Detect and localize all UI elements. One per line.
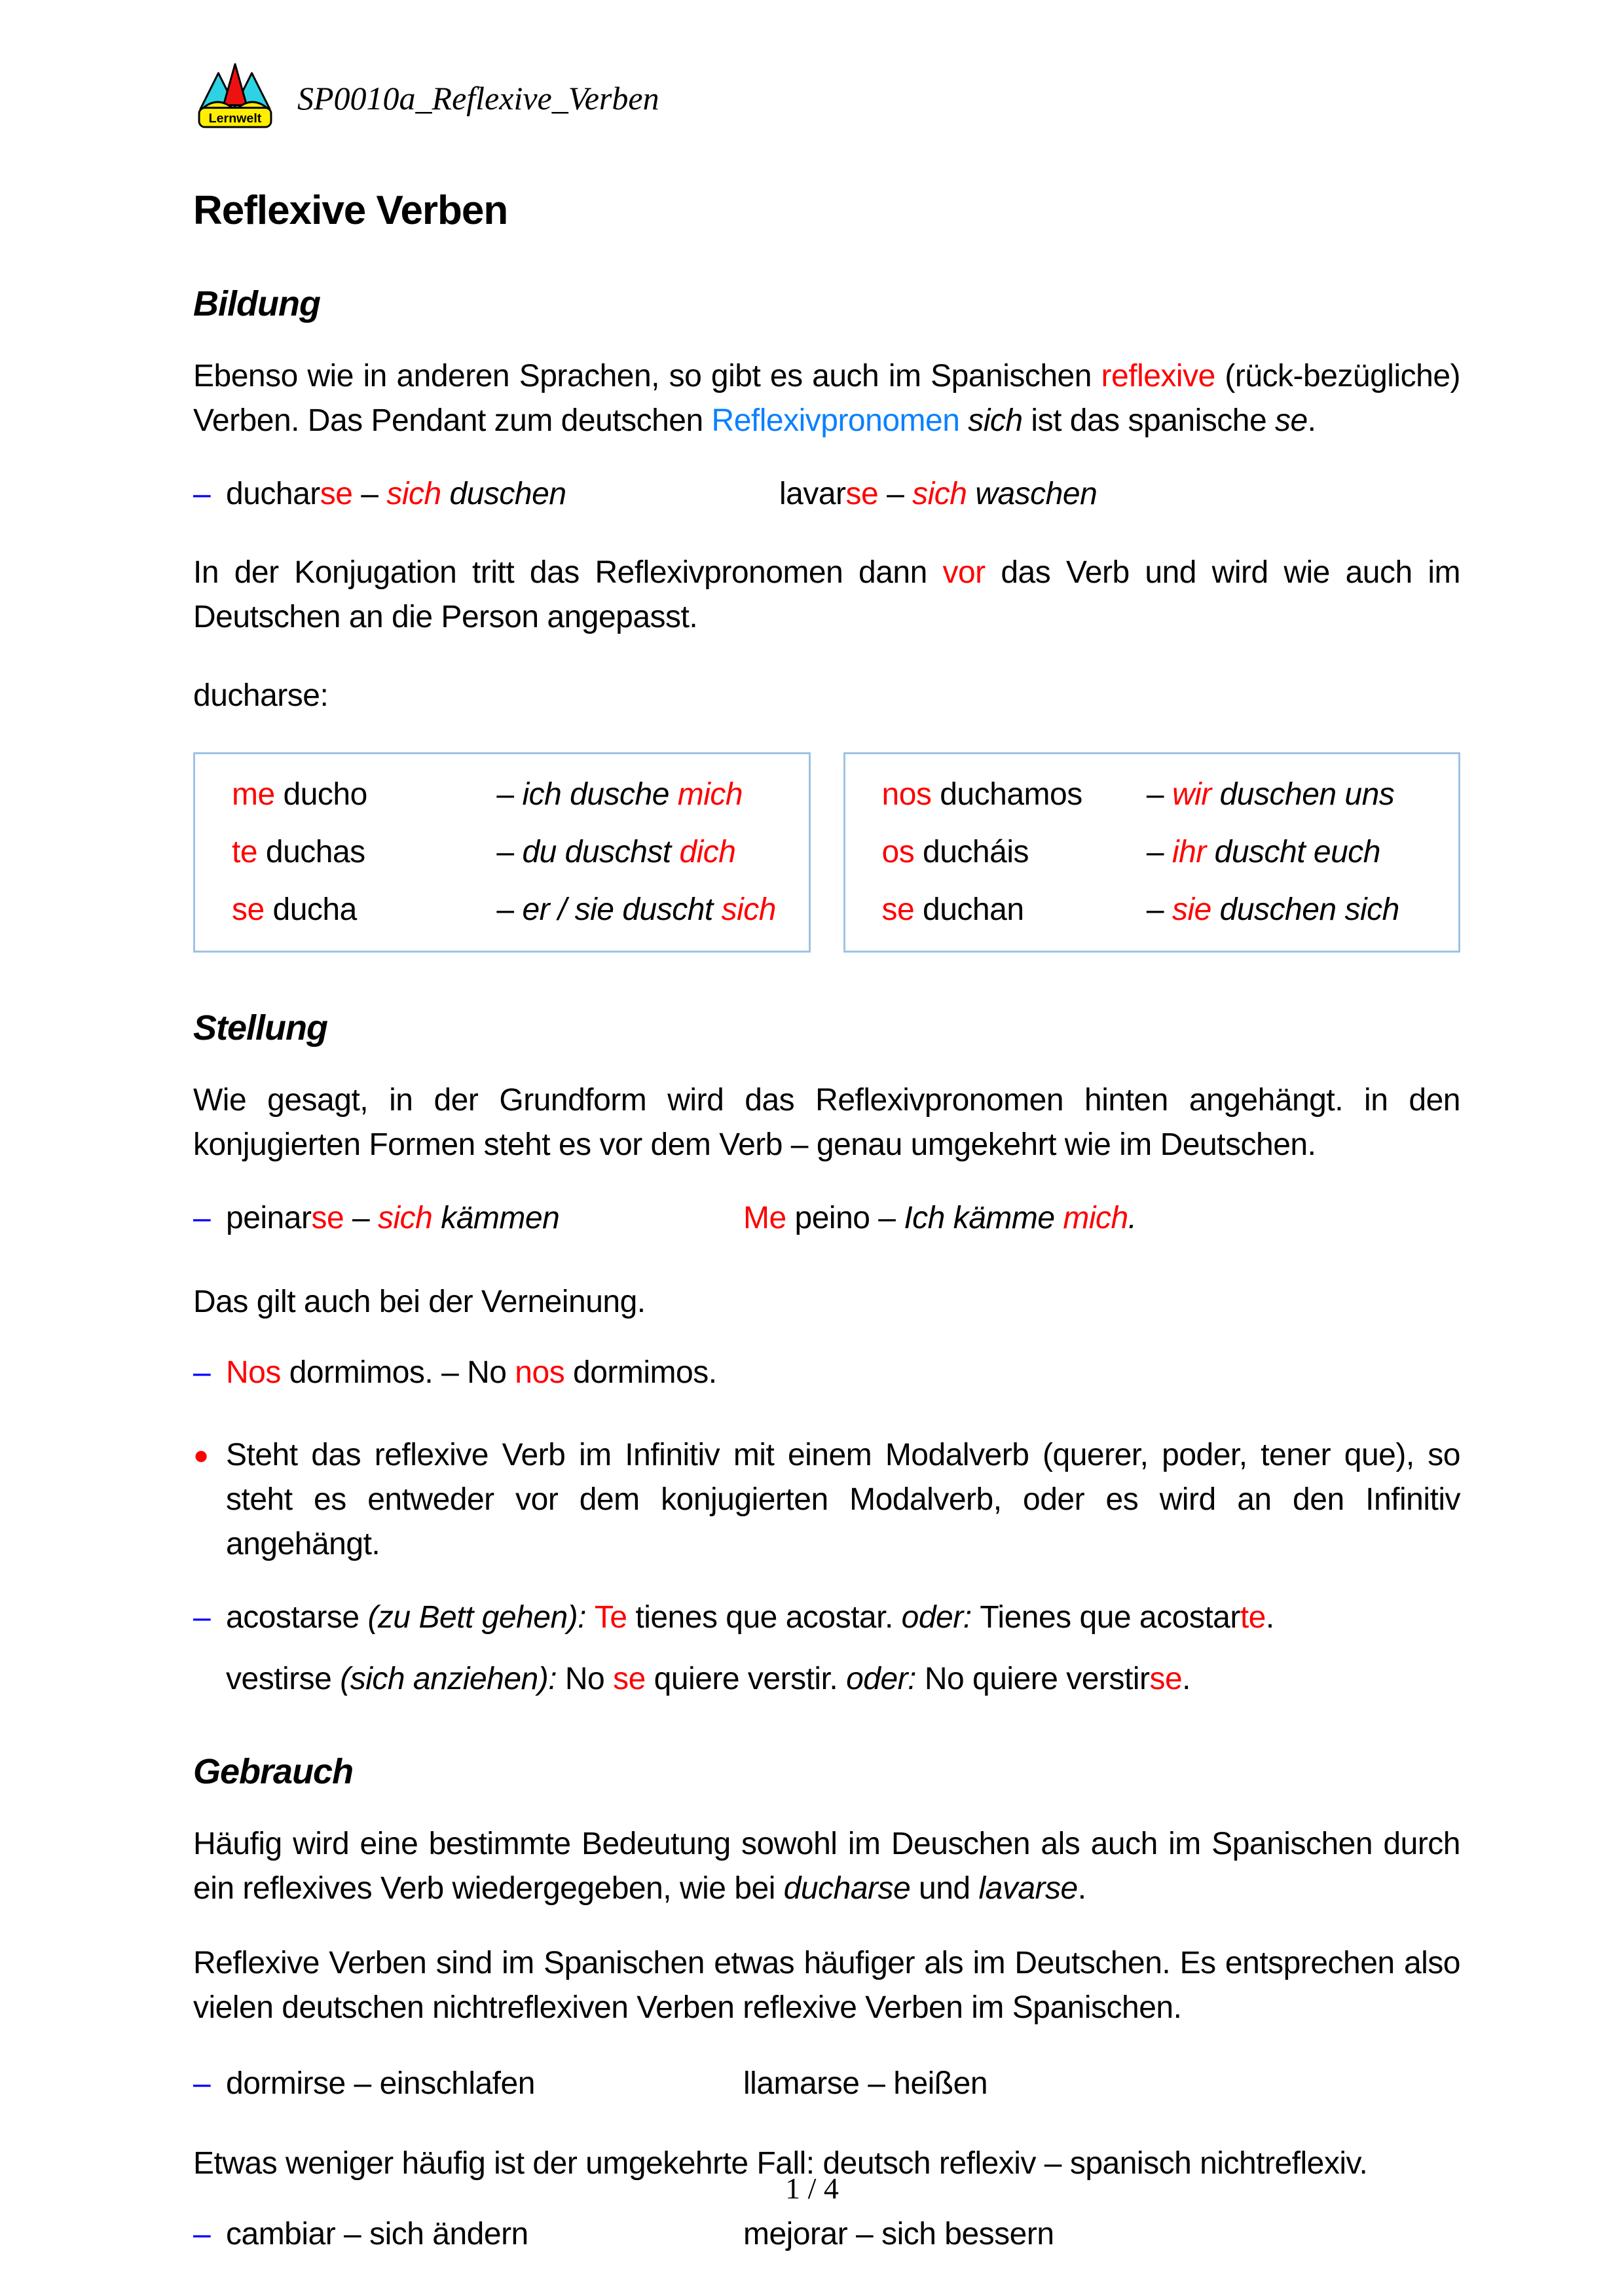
page-footer xyxy=(0,2171,1624,2206)
bullet-dot-icon: ● xyxy=(193,1441,210,1470)
spanish-form: se ducha xyxy=(232,892,357,927)
example-acostarse xyxy=(193,1598,1460,1637)
label-ducharse: ducharse: xyxy=(193,678,329,713)
example-acostarse-text: acostarse (zu Bett gehen): Te tienes que acostar. oder: Tienes que acostarte. xyxy=(226,1600,1274,1635)
bullet-dash-icon: – xyxy=(193,1600,211,1635)
paragraph-gebrauch-3: Etwas weniger häufig ist der umgekehrte Fall: deutsch reflexiv – spanisch nichtreflexiv. xyxy=(193,2146,1368,2181)
example-mepeino: Me peino – Ich kämme mich. xyxy=(743,1201,1137,1235)
table-row xyxy=(882,834,1446,871)
example-negation-text: Nos dormimos. – No nos dormimos. xyxy=(226,1355,717,1390)
german-translation: – er / sie duscht sich xyxy=(496,892,776,927)
lernwelt-logo-icon xyxy=(196,60,274,130)
table-row xyxy=(232,776,796,813)
section-heading-gebrauch: Gebrauch xyxy=(193,1752,354,1791)
bullet-dash-icon: – xyxy=(193,2217,211,2251)
german-translation: – ich dusche mich xyxy=(496,777,743,812)
logo-label: Lernwelt xyxy=(208,111,262,126)
bullet-dash-icon: – xyxy=(193,1201,211,1235)
conjugation-table-plural xyxy=(843,752,1461,953)
paragraph-conjugation: In der Konjugation tritt das Reflexivpronomen dann vor das Verb und wird wie auch im Deutschen an die Person angepasst. xyxy=(193,555,1460,634)
conjugation-table-singular xyxy=(193,752,811,953)
german-translation: – wir duschen uns xyxy=(1146,777,1395,812)
example-negation xyxy=(193,1353,1460,1393)
document-code: SP0010a_Reflexive_Verben xyxy=(297,80,659,117)
example-vestirse xyxy=(193,1660,1460,1699)
example-peinarse-mepeino xyxy=(193,1199,1460,1238)
spanish-form: se duchan xyxy=(881,892,1024,927)
section-heading-stellung: Stellung xyxy=(193,1008,327,1048)
page-number: 1 / 4 xyxy=(785,2172,839,2205)
example-vestirse-text: vestirse (sich anziehen): No se quiere verstir. oder: No quiere verstirse. xyxy=(226,1662,1191,1696)
paragraph-gebrauch-2: Reflexive Verben sind im Spanischen etwas häufiger als im Deutschen. Es entsprechen also vielen deutschen nichtreflexiven Verben reflexive Verben im Spanischen. xyxy=(193,1946,1460,2025)
example-llamarse: llamarse – heißen xyxy=(743,2066,988,2101)
section-heading-bildung: Bildung xyxy=(193,284,320,323)
table-row xyxy=(232,892,796,928)
paragraph-intro: Ebenso wie in anderen Sprachen, so gibt es auch im Spanischen reflexive (rück-bezügliche) Verben. Das Pendant zum deutschen Reflexivpronomen sich ist das spanische se. xyxy=(193,359,1461,438)
spanish-form: te duchas xyxy=(232,835,365,869)
page-header xyxy=(0,0,1624,130)
spanish-form: nos duchamos xyxy=(881,777,1082,812)
paragraph-verneinung: Das gilt auch bei der Verneinung. xyxy=(193,1285,646,1319)
bullet-dash-icon: – xyxy=(193,2066,211,2101)
example-cambiar-mejorar xyxy=(193,2215,1460,2254)
german-translation: – sie duschen sich xyxy=(1146,892,1399,927)
spanish-form: os ducháis xyxy=(881,835,1029,869)
conjugation-tables xyxy=(193,752,1460,953)
example-mejorar: mejorar – sich bessern xyxy=(743,2217,1054,2251)
paragraph-gebrauch-1: Häufig wird eine bestimmte Bedeutung sowohl im Deuschen als auch im Spanischen durch ein reflexives Verb wiedergegeben, wie bei ducharse und lavarse. xyxy=(193,1827,1460,1906)
example-ducharse: ducharse – sich duschen xyxy=(226,477,566,511)
page-title: Reflexive Verben xyxy=(193,188,508,233)
example-cambiar: cambiar – sich ändern xyxy=(226,2217,528,2251)
example-lavarse: lavarse – sich waschen xyxy=(779,477,1098,511)
table-row xyxy=(882,892,1446,928)
german-translation: – du duschst dich xyxy=(496,835,736,869)
page-content xyxy=(0,187,1624,2254)
paragraph-stellung: Wie gesagt, in der Grundform wird das Reflexivpronomen hinten angehängt. in den konjugierten Formen steht es vor dem Verb – genau umgekehrt wie im Deutschen. xyxy=(193,1083,1460,1162)
spanish-form: me ducho xyxy=(232,777,367,812)
german-translation: – ihr duscht euch xyxy=(1146,835,1380,869)
example-peinarse: peinarse – sich kämmen xyxy=(226,1201,560,1235)
example-ducharse-lavarse xyxy=(193,475,1460,514)
table-row xyxy=(882,776,1446,813)
table-row xyxy=(232,834,796,871)
example-dormirse-llamarse xyxy=(193,2064,1460,2104)
bullet-dash-icon: – xyxy=(193,1355,211,1390)
note-modal-verbs xyxy=(193,1433,1460,1567)
bullet-dash-icon: – xyxy=(193,477,211,511)
note-modal-verbs-text: Steht das reflexive Verb im Infinitiv mit einem Modalverb (querer, poder, tener que), so steht es entweder vor dem konjugierten Modalverb, oder es wird an den Infinitiv angehängt. xyxy=(226,1438,1460,1561)
example-dormirse: dormirse – einschlafen xyxy=(226,2066,535,2101)
